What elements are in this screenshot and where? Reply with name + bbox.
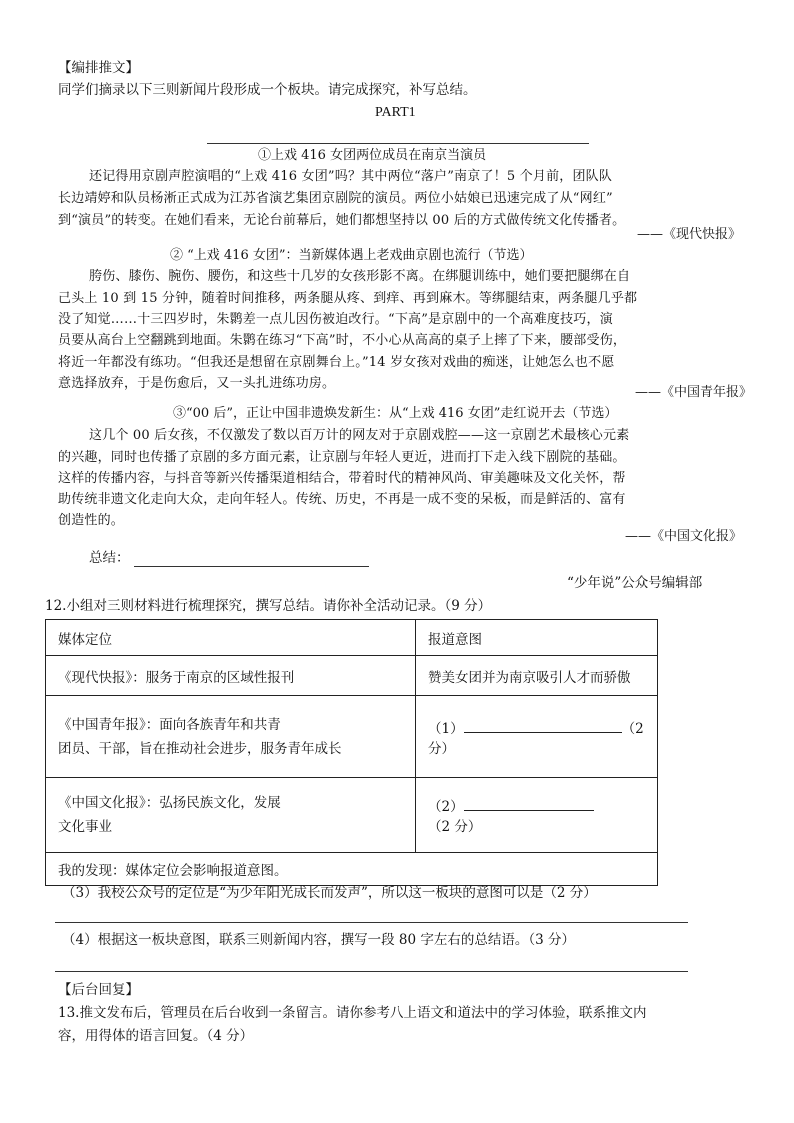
summary-label: 总结： [89,550,130,566]
positioning-text: 团员、干部，旨在推动社会进步，服务青年成长 [58,740,342,757]
section-header-editing: 【编排推文】 [58,60,139,76]
finding-cell: 我的发现：媒体定位会影响报道意图。 [46,853,658,886]
positioning-cell [46,778,416,853]
answer-blank-1[interactable] [464,718,622,733]
table-row [46,656,658,696]
part-title: PART1 [375,105,416,120]
answer-line-sub4[interactable] [55,971,688,972]
news2-line: 己头上 10 到 15 分钟，随着时间推移，两条腿从疼、到痒、再到麻木。等绑腿结束，两条腿几乎都 [58,291,638,306]
intent-cell: 赞美女团并为南京吸引人才而骄傲 [416,656,658,696]
header-cell-intent: 报道意图 [416,620,658,656]
section-intro: 同学们摘录以下三则新闻片段形成一个板块。请完成探究，补写总结。 [58,82,477,98]
divider-line [207,143,589,144]
question-13-line: 容，用得体的语言回复。（4 分） [58,1028,254,1044]
section-header-reply: 【后台回复】 [58,982,139,998]
news2-line: 没了知觉……十三四岁时，朱鹮差一点儿因伤被迫改行。“下高”是京剧中的一个高难度技巧，演 [58,312,613,327]
blank-number: （1） [428,720,464,737]
news1-line: 还记得用京剧声腔演唱的“上戏 416 女团”吗？其中两位“落户”南京了！5 个月前，团队队 [89,169,613,184]
news3-line: 的兴趣，同时也传播了京剧的多方面元素，让京剧与年轻人更近，进而打下走入线下剧院的基础。 [58,450,626,465]
news1-line: 到“演员”的转变。在她们看来，无论台前幕后，她们都想坚持以 00 后的方式做传统文化传播者。 [58,213,626,228]
news2-title: ② “上戏 416 女团”：当新媒体遇上老戏曲京剧也流行（节选） [170,248,533,263]
header-cell-positioning: 媒体定位 [46,620,416,656]
news1-source: ——《现代快报》 [637,227,742,242]
question-12-sub4: （4）根据这一板块意图，联系三则新闻内容，撰写一段 80 字左右的总结语。（3 分） [62,932,575,948]
table-row [46,696,658,778]
answer-blank-2[interactable] [464,796,594,811]
news1-line: 长边靖婷和队员杨淅正式成为江苏省演艺集团京剧院的演员。两位小姑娘已迅速完成了从“网红” [58,191,613,206]
news2-line: 胯伤、膝伤、腕伤、腰伤，和这些十几岁的女孩形影不离。在绑腿训练中，她们要把腿绑在自 [89,269,631,284]
news3-line: 助传统非遗文化走向大众，走向年轻人。传统、历史，不再是一成不变的呆板，而是鲜活的、富有 [58,492,626,507]
table-row [46,778,658,853]
blank-score: （2 分） [428,720,644,757]
news3-line: 创造性的。 [58,513,125,528]
positioning-text: 《中国文化报》：弘扬民族文化，发展 [58,795,281,811]
news3-source: ——《中国文化报》 [625,529,743,544]
news3-line: 这样的传播内容，与抖音等新兴传播渠道相结合，带着时代的精神风尚、审美趣味及文化关怀，帮 [58,471,626,486]
positioning-cell [46,696,416,778]
question-12-sub3: （3）我校公众号的定位是“为少年阳光成长而发声”，所以这一板块的意图可以是（2 分） [62,885,597,901]
answer-line-sub3[interactable] [55,922,688,923]
blank-number: （2） [428,799,464,815]
editor-signature: “少年说”公众号编辑部 [567,575,703,591]
intent-cell [416,696,658,778]
news2-line: 员要从高台上空翻跳到地面。朱鹮在练习“下高”时，不小心从高高的桌子上摔了下来，腰部受伤， [58,333,627,348]
question-13-line: 13.推文发布后，管理员在后台收到一条留言。请你参考八上语文和道法中的学习体验，联系推文内 [58,1005,647,1021]
news2-source: ——《中国青年报》 [635,385,753,400]
news3-title: ③“00 后”，正让中国非遗焕发新生：从“上戏 416 女团”走红说开去（节选） [173,406,618,421]
summary-answer-line[interactable] [134,566,369,567]
news3-line: 这几个 00 后女孩，不仅激发了数以百万计的网友对于京剧戏腔——这一京剧艺术最核心元素 [89,428,630,443]
news2-line: 意选择放弃，于是伤愈后，又一头扎进练功房。 [58,376,336,391]
positioning-text: 文化事业 [58,819,112,835]
table-header-row [46,620,658,656]
blank-score: （2 分） [428,819,482,835]
activity-record-table [45,619,658,886]
news1-title: ①上戏 416 女团两位成员在南京当演员 [258,148,487,163]
question-12-stem: 12.小组对三则材料进行梳理探究，撰写总结。请你补全活动记录。（9 分） [45,598,492,614]
positioning-text: 《现代快报》：服务于南京的区域性报刊 [58,669,295,686]
table-row [46,853,658,886]
positioning-cell [46,656,416,696]
intent-cell [416,778,658,853]
positioning-text: 《中国青年报》：面向各族青年和共青 [58,716,281,733]
news2-line: 将近一年都没有练功。“但我还是想留在京剧舞台上。”14 岁女孩对戏曲的痴迷，让她怎么也不愿 [58,355,615,370]
